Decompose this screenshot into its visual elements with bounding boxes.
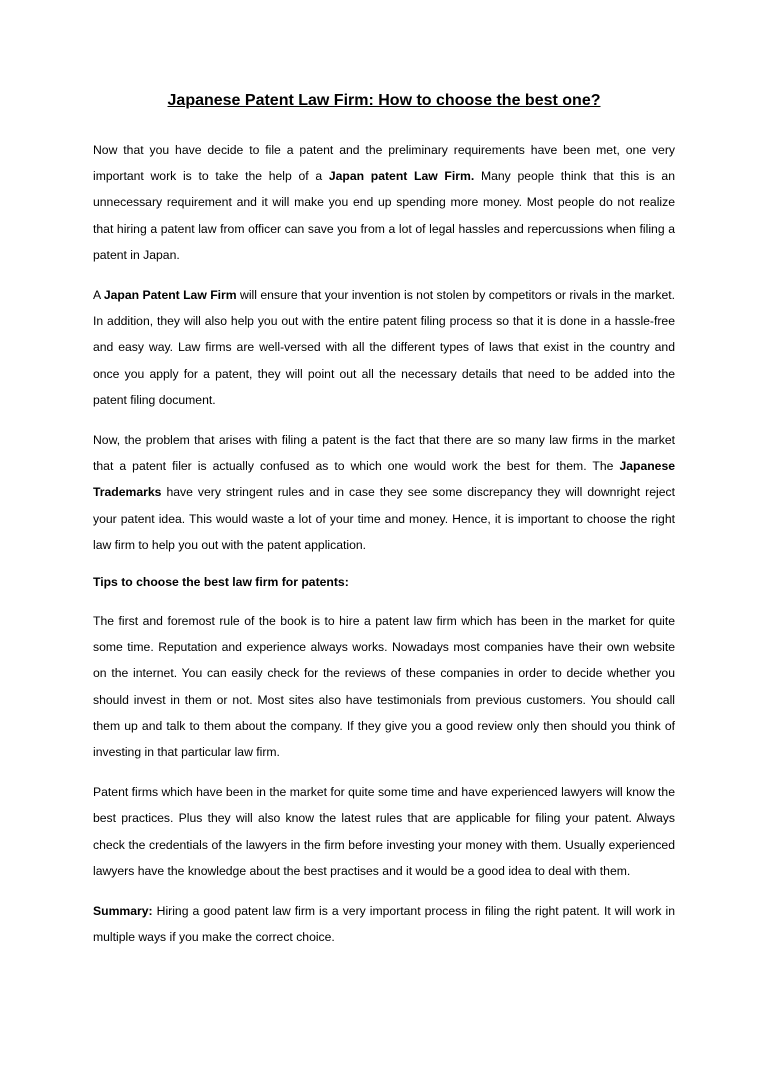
paragraph-experience: Patent firms which have been in the market for quite some time and have experienced lawyers will know the best practices. Plus they will also know the latest rules that are applicable for filing your patent. Always check the credentials of the lawyers in the firm before investing your money with them. Usually experienced lawyers have the knowledge about the best practises and it would be a good idea to deal with them. (93, 785, 675, 878)
paragraph-text: Many people think that this is an unnecessary requirement and it will make you end up spending more money. Most people do not realize that hiring a patent law from officer can save you from a lot of legal hassles and repercussions when filing a patent in Japan. (93, 169, 675, 262)
paragraph-text: Now, the problem that arises with filing a patent is the fact that there are so many law firms in the market that a patent filer is actually confused as to which one would work the best for them. The (93, 433, 675, 474)
paragraph-intro (93, 137, 675, 268)
paragraph-text: A (93, 288, 104, 303)
paragraph-text: Now that you have decide to file a patent and the preliminary requirements have been met, one very important work is to take the help of a (93, 143, 675, 184)
summary-text: Hiring a good patent law firm is a very important process in filing the right patent. It will work in multiple ways if you make the correct choice. (93, 904, 675, 945)
bold-term: Japanese Trademarks (93, 459, 675, 500)
bold-term: Japan patent Law Firm. (328, 169, 475, 184)
document-title: Japanese Patent Law Firm: How to choose the best one? (167, 92, 601, 109)
paragraph-problem (93, 427, 675, 558)
tips-heading-text: Tips to choose the best law firm for patents: (93, 575, 349, 590)
paragraph-law-firm (93, 282, 675, 413)
paragraph-text: will ensure that your invention is not stolen by competitors or rivals in the market. In addition, they will also help you out with the entire patent filing process so that it is done in a hassle-free and easy way. Law firms are well-versed with all the different types of laws that exist in the country and once you apply for a patent, they will point out all the necessary details that need to be added into the patent filing document. (93, 288, 675, 407)
bold-term: Japan Patent Law Firm (103, 288, 237, 303)
paragraph-reputation: The first and foremost rule of the book is to hire a patent law firm which has been in the market for quite some time. Reputation and experience always works. Nowadays most companies have their own website on the internet. You can easily check for the reviews of these companies in order to decide whether you should invest in them or not. Most sites also have testimonials from previous customers. You should call them up and talk to them about the company. If they give you a good review only then should you think of investing in that particular law firm. (93, 614, 675, 760)
paragraph-text: have very stringent rules and in case they see some discrepancy they will downright reject your patent idea. This would waste a lot of your time and money. Hence, it is important to choose the right law firm to help you out with the patent application. (93, 485, 675, 552)
paragraph-summary (93, 898, 675, 950)
summary-label: Summary: (93, 904, 153, 919)
tips-heading (93, 572, 675, 592)
